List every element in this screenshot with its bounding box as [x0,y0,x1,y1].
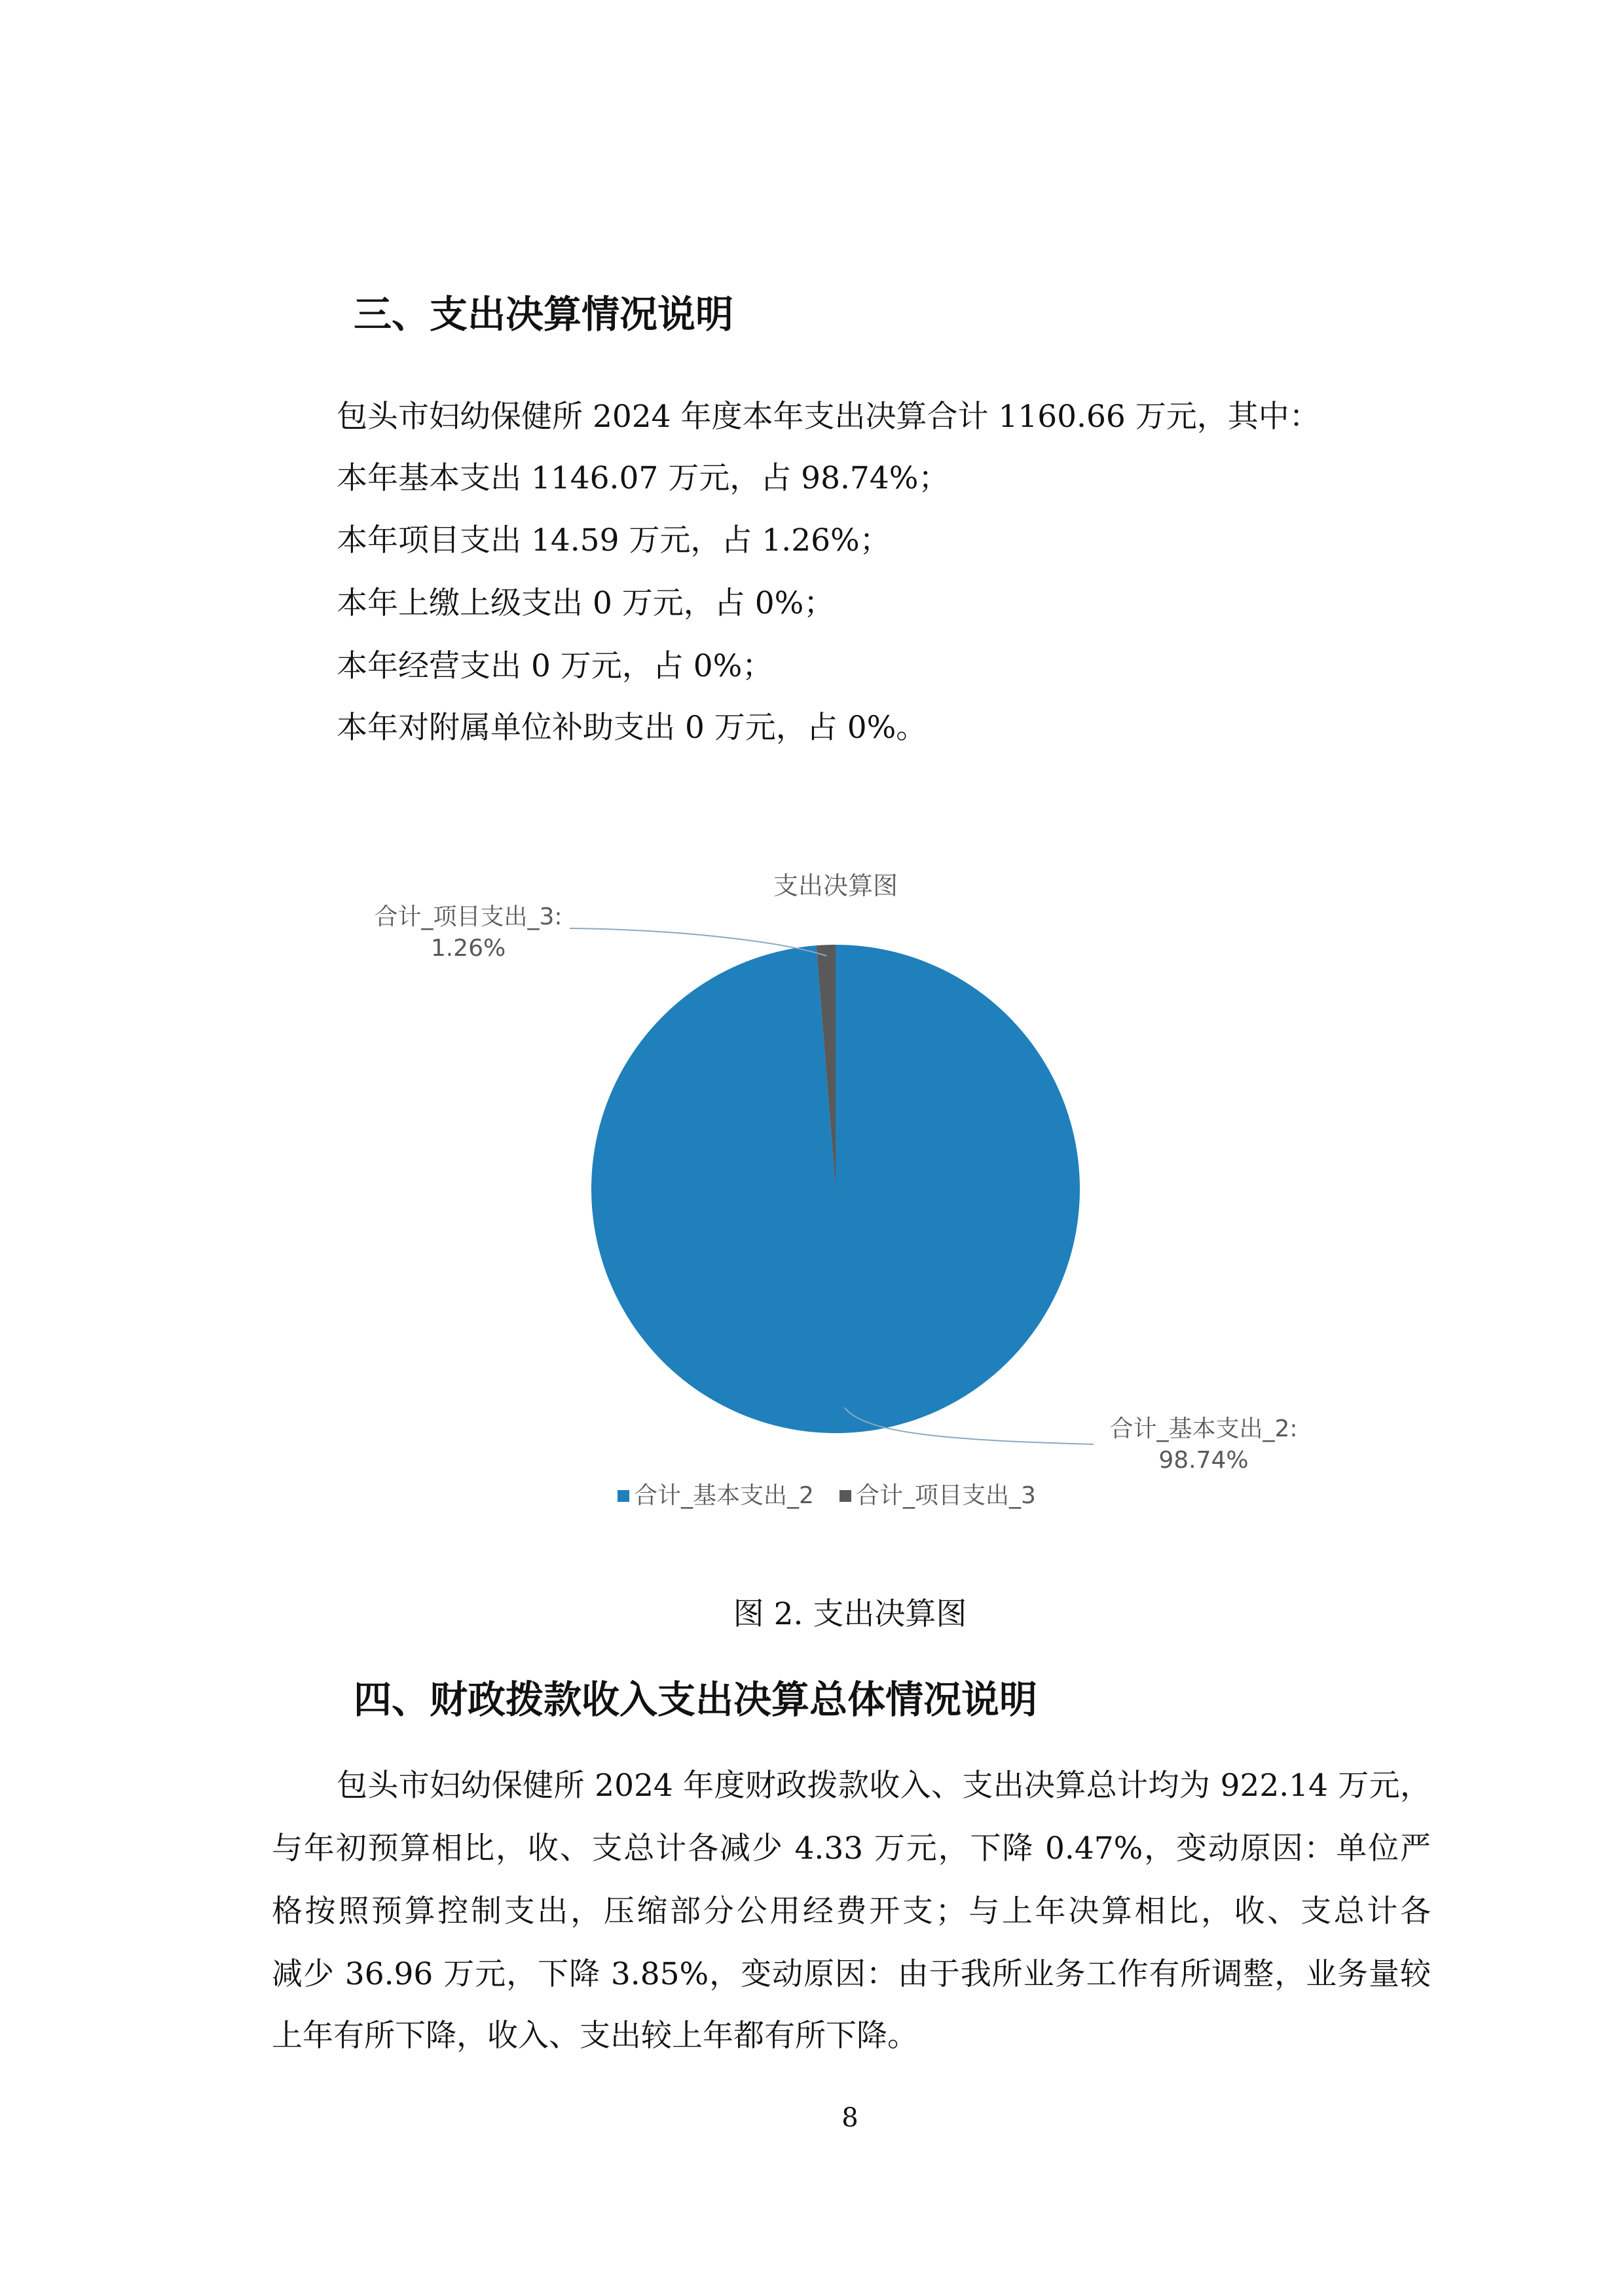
figure-caption: 图 2. 支出决算图 [733,1596,967,1632]
section-3-line: 本年上缴上级支出 0 万元，占 0%； [337,585,835,621]
page-number: 8 [841,2103,858,2133]
section-4-line: 与年初预算相比，收、支总计各减少 4.33 万元，下降 0.47%，变动原因：单位严 [272,1831,1431,1867]
section-4-line: 上年有所下降，收入、支出较上年都有所下降。 [272,2018,918,2054]
section-4-heading: 四、财政拨款收入支出决算总体情况说明 [354,1677,1038,1722]
data-label-basic-name: 合计_基本支出_2: [1109,1415,1298,1442]
section-4-line: 减少 36.96 万元，下降 3.85%，变动原因：由于我所业务工作有所调整，业务量较 [272,1956,1431,1992]
legend-swatch-project [840,1490,851,1502]
section-3-line: 本年基本支出 1146.07 万元，占 98.74%； [337,460,950,496]
chart-title: 支出决算图 [773,871,898,900]
data-label-basic-value: 98.74% [1158,1447,1249,1474]
legend-swatch-basic [618,1490,629,1502]
section-4-line: 包头市妇幼保健所 2024 年度财政拨款收入、支出决算总计均为 922.14 万元， [337,1768,1431,1804]
legend-label-basic: 合计_基本支出_2 [634,1482,814,1509]
pie-slice-basic [591,945,1080,1433]
section-3-heading: 三、支出决算情况说明 [354,292,734,337]
section-3-line: 本年项目支出 14.59 万元，占 1.26%； [337,522,891,558]
section-3-line: 本年对附属单位补助支出 0 万元，占 0%。 [337,710,927,746]
legend-label-project: 合计_项目支出_3 [856,1482,1036,1509]
data-label-project-name: 合计_项目支出_3: [374,903,563,930]
section-4-line: 格按照预算控制支出，压缩部分公用经费开支；与上年决算相比，收、支总计各 [272,1893,1431,1929]
section-3-line: 包头市妇幼保健所 2024 年度本年支出决算合计 1160.66 万元，其中： [337,399,1320,435]
data-label-project-value: 1.26% [430,935,506,962]
section-3-line: 本年经营支出 0 万元，占 0%； [337,648,773,684]
